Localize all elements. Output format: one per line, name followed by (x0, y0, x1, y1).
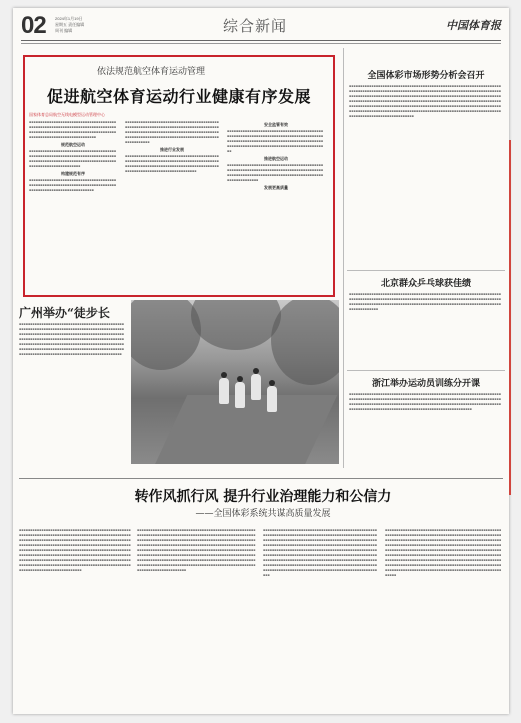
body-text-block: ▪▪▪▪▪▪▪▪▪▪▪▪▪▪▪▪▪▪▪▪▪▪▪▪▪▪▪▪▪▪▪▪▪▪▪▪▪▪▪▪▪▪▪▪▪▪▪▪▪▪▪▪▪▪▪▪▪▪▪▪▪▪▪▪▪▪▪▪▪▪▪▪▪▪▪▪▪▪▪▪▪▪▪▪▪▪▪▪▪▪▪▪▪▪▪▪▪▪▪▪▪▪▪▪▪▪▪▪▪▪▪▪▪▪▪▪▪▪▪▪▪▪▪▪▪▪▪▪▪▪▪▪▪▪▪▪▪▪▪▪▪▪▪▪▪▪▪▪▪▪▪▪▪▪▪▪▪▪▪▪▪▪▪▪▪▪▪▪▪▪▪▪▪▪▪▪▪▪▪ (125, 120, 219, 144)
column-divider (343, 48, 344, 468)
body-text-block: ▪▪▪▪▪▪▪▪▪▪▪▪▪▪▪▪▪▪▪▪▪▪▪▪▪▪▪▪▪▪▪▪▪▪▪▪▪▪▪▪▪▪▪▪▪▪▪▪▪▪▪▪▪▪▪▪▪▪▪▪▪▪▪▪▪▪▪▪▪▪▪▪▪▪▪▪▪▪▪▪▪▪▪▪▪▪▪▪▪▪▪▪▪▪▪▪▪▪▪▪▪▪▪▪▪▪▪▪▪▪▪▪▪▪▪▪▪▪▪▪▪▪▪▪▪▪▪▪▪▪▪▪▪▪▪▪▪▪▪▪▪▪▪▪▪▪▪▪▪▪▪▪▪▪▪▪▪▪▪▪▪▪▪▪▪▪▪▪▪▪▪▪▪▪▪▪▪▪▪▪▪▪▪▪▪▪▪▪▪▪▪▪▪▪▪▪▪▪▪▪▪▪▪▪▪▪▪▪▪▪▪▪▪▪▪▪▪▪▪▪▪▪▪▪▪▪▪▪▪▪▪▪▪▪▪▪▪▪▪▪▪▪▪▪▪▪▪▪▪▪▪▪▪▪▪▪▪▪▪▪▪▪▪▪▪▪▪▪▪▪▪▪▪▪▪▪▪▪▪▪▪▪▪▪▪▪▪▪▪▪▪▪▪▪▪▪▪▪▪▪▪▪▪▪▪▪▪▪▪▪▪▪▪▪▪▪▪▪▪▪▪▪▪▪▪▪▪▪ (19, 322, 125, 356)
header-rule-thin (21, 43, 501, 44)
body-text-block: ▪▪▪▪▪▪▪▪▪▪▪▪▪▪▪▪▪▪▪▪▪▪▪▪▪▪▪▪▪▪▪▪▪▪▪▪▪▪▪▪▪▪▪▪▪▪▪▪▪▪▪▪▪▪▪▪▪▪▪▪▪▪▪▪▪▪▪▪▪▪▪▪▪▪▪▪▪▪▪▪▪▪▪▪▪▪▪▪▪▪▪▪▪▪▪▪▪▪▪▪▪▪▪▪▪▪▪▪▪▪▪▪▪▪▪▪▪▪▪▪▪▪▪▪▪▪▪▪▪▪▪▪▪▪▪▪▪▪▪▪▪▪▪▪▪▪▪▪▪▪▪▪▪▪▪▪▪▪ (125, 154, 219, 173)
hiker-figure (251, 374, 261, 400)
section-subhead: 发展更高质量 (264, 185, 288, 190)
section-divider (347, 270, 505, 271)
feature-column-1 (19, 528, 131, 708)
article-column-2 (125, 120, 219, 288)
section-title: 综合新闻 (223, 17, 288, 35)
date-line: 周刊 编辑 (55, 28, 73, 33)
body-text-block: ▪▪▪▪▪▪▪▪▪▪▪▪▪▪▪▪▪▪▪▪▪▪▪▪▪▪▪▪▪▪▪▪▪▪▪▪▪▪▪▪▪▪▪▪▪▪▪▪▪▪▪▪▪▪▪▪▪▪▪▪▪▪▪▪▪▪▪▪▪▪▪▪▪▪▪▪▪▪▪▪▪▪▪▪▪▪▪▪▪▪▪▪▪▪▪▪▪▪▪▪▪▪▪▪▪▪▪▪▪▪▪▪▪▪▪▪▪▪▪▪▪▪▪▪▪▪▪▪▪▪▪▪▪▪▪▪▪▪▪▪▪▪▪ (227, 163, 324, 182)
right-article-title[interactable]: 浙江举办运动员训练分开课 (371, 379, 480, 389)
feature-column-2 (137, 528, 257, 708)
article-column-1 (29, 120, 117, 288)
feature-column-4 (385, 528, 503, 708)
hiker-figure (267, 386, 277, 412)
page-number: 02 (21, 12, 46, 39)
right-article-body (349, 392, 503, 472)
page-scroll-indicator[interactable] (509, 140, 511, 495)
right-article-title[interactable]: 北京群众乒乓球获佳绩 (380, 279, 471, 289)
section-subhead: 规范航空运动 (61, 142, 85, 147)
feature-headline[interactable]: 转作风抓行风 提升行业治理能力和公信力 (134, 489, 392, 505)
body-text-block: ▪▪▪▪▪▪▪▪▪▪▪▪▪▪▪▪▪▪▪▪▪▪▪▪▪▪▪▪▪▪▪▪▪▪▪▪▪▪▪▪▪▪▪▪▪▪▪▪▪▪▪▪▪▪▪▪▪▪▪▪▪▪▪▪▪▪▪▪▪▪▪▪▪▪▪▪▪▪▪▪▪▪▪▪▪▪▪▪▪▪▪▪▪▪▪▪▪▪▪▪▪▪▪▪▪▪▪▪▪▪▪▪▪▪▪▪▪▪▪▪▪▪▪▪▪▪▪▪▪▪▪▪▪▪▪▪▪▪▪▪▪▪▪▪▪▪▪▪▪▪▪▪▪▪▪▪▪▪▪▪▪▪▪▪▪▪▪▪▪▪▪▪▪▪▪▪▪▪▪▪▪▪▪▪▪▪▪▪▪▪▪▪▪▪▪▪▪▪▪▪▪▪▪▪▪▪▪▪▪▪▪▪▪▪▪▪▪▪▪▪▪▪▪▪▪▪▪▪▪▪▪▪▪▪▪▪▪▪▪▪▪▪▪▪▪▪▪▪▪▪▪▪▪▪▪▪▪▪▪▪▪▪▪▪▪▪▪▪▪▪▪▪▪▪▪▪▪▪▪▪▪▪▪▪▪▪▪▪▪▪▪▪▪▪▪▪▪▪▪▪▪▪▪▪▪▪▪▪▪▪▪▪▪▪▪▪▪▪▪▪▪▪▪▪▪▪▪▪▪▪▪▪▪▪▪▪▪▪▪▪▪▪▪▪▪▪▪▪▪▪▪▪▪▪▪▪▪▪▪▪▪▪▪▪▪▪▪▪▪▪▪▪▪▪▪▪▪▪▪▪▪▪▪▪▪▪▪▪▪▪▪▪▪▪▪▪▪▪▪▪▪▪▪▪▪▪▪▪▪▪▪▪▪▪▪▪▪▪▪▪▪▪▪▪▪▪▪▪▪▪▪▪▪▪▪▪▪▪▪▪▪▪▪▪▪▪ (137, 528, 256, 572)
body-text-block: ▪▪▪▪▪▪▪▪▪▪▪▪▪▪▪▪▪▪▪▪▪▪▪▪▪▪▪▪▪▪▪▪▪▪▪▪▪▪▪▪▪▪▪▪▪▪▪▪▪▪▪▪▪▪▪▪▪▪▪▪▪▪▪▪▪▪▪▪▪▪▪▪▪▪▪▪▪▪▪▪▪▪▪▪▪▪▪▪▪▪▪▪▪▪▪▪▪▪▪▪▪▪▪▪▪▪▪▪▪▪▪▪▪▪▪▪▪▪▪▪▪▪▪▪▪▪▪▪▪▪▪▪▪▪▪▪▪▪▪▪ (29, 149, 117, 168)
article-kicker: 依法规范航空体育运动管理 (97, 67, 206, 77)
right-article-body (349, 84, 503, 264)
body-text-block: ▪▪▪▪▪▪▪▪▪▪▪▪▪▪▪▪▪▪▪▪▪▪▪▪▪▪▪▪▪▪▪▪▪▪▪▪▪▪▪▪▪▪▪▪▪▪▪▪▪▪▪▪▪▪▪▪▪▪▪▪▪▪▪▪▪▪▪▪▪▪▪▪▪▪▪▪▪▪▪▪▪▪▪▪▪▪▪▪▪▪▪▪▪▪▪▪▪▪▪▪▪▪▪▪▪▪▪▪▪▪▪▪▪▪▪▪▪▪▪▪▪▪▪▪▪▪▪▪▪▪▪▪▪▪▪▪▪▪▪▪▪▪▪▪▪▪▪▪▪▪▪▪▪▪▪▪▪▪▪▪▪▪▪▪▪▪▪▪▪▪▪▪▪▪ (227, 129, 324, 153)
hiker-head (237, 376, 243, 382)
body-text-block: ▪▪▪▪▪▪▪▪▪▪▪▪▪▪▪▪▪▪▪▪▪▪▪▪▪▪▪▪▪▪▪▪▪▪▪▪▪▪▪▪▪▪▪▪▪▪▪▪▪▪▪▪▪▪▪▪▪▪▪▪▪▪▪▪▪▪▪▪▪▪▪▪▪▪▪▪▪▪▪▪▪▪▪▪▪▪▪▪▪▪▪▪▪▪▪▪▪▪▪▪▪▪▪▪▪▪▪▪▪▪▪▪▪▪▪▪▪▪▪▪▪▪▪▪▪▪▪▪▪▪▪▪▪▪▪▪▪▪▪▪▪▪▪▪▪▪▪▪▪▪▪▪▪▪▪▪▪▪▪▪▪▪▪▪▪▪▪▪▪▪▪▪▪▪▪▪▪▪▪▪▪▪▪▪▪▪▪▪▪▪▪▪▪▪▪▪▪▪▪▪▪▪▪▪▪▪▪▪▪▪▪▪▪▪▪▪▪▪▪▪▪▪▪▪▪▪▪▪▪▪▪▪▪▪▪▪▪▪▪▪▪▪▪▪▪▪▪▪▪▪▪▪▪▪▪▪▪▪▪▪▪▪▪▪▪▪▪▪▪▪▪▪▪▪▪▪▪▪▪▪▪▪▪▪▪▪▪▪▪▪▪▪▪▪▪▪▪▪▪▪▪▪▪▪▪▪▪▪▪▪▪▪▪▪▪▪▪▪▪▪▪▪▪▪▪▪▪▪▪▪▪▪▪▪▪▪▪▪▪▪▪▪▪▪▪▪▪▪▪▪▪▪▪▪▪▪▪▪▪▪▪▪▪▪▪▪▪▪▪▪▪▪▪▪▪▪▪▪▪▪▪▪▪▪▪▪▪▪▪▪▪▪▪▪▪▪▪▪▪▪▪▪▪▪▪▪▪▪▪▪▪▪▪▪▪▪▪▪▪▪▪▪▪▪▪▪▪▪▪▪▪▪▪▪▪▪▪ (349, 84, 501, 118)
right-article-title[interactable]: 全国体彩市场形势分析会召开 (367, 71, 485, 81)
section-subhead: 推进行业发展 (160, 147, 184, 152)
photo-story-body (19, 322, 125, 472)
body-text-block: ▪▪▪▪▪▪▪▪▪▪▪▪▪▪▪▪▪▪▪▪▪▪▪▪▪▪▪▪▪▪▪▪▪▪▪▪▪▪▪▪▪▪▪▪▪▪▪▪▪▪▪▪▪▪▪▪▪▪▪▪▪▪▪▪▪▪▪▪▪▪▪▪▪▪▪▪▪▪▪▪▪▪▪▪▪▪▪▪▪▪▪▪▪▪▪▪▪▪▪▪▪▪▪▪▪▪▪▪▪▪▪▪▪▪▪▪▪▪▪▪▪▪▪▪▪▪▪▪▪▪▪▪▪▪▪▪▪▪▪▪▪▪▪▪▪▪▪▪▪▪▪▪▪▪▪▪▪▪▪▪▪▪▪▪▪▪▪▪▪▪▪▪▪▪▪▪▪▪▪▪▪▪▪▪▪▪▪▪▪▪▪▪▪▪▪▪▪▪▪▪▪▪▪▪▪▪▪▪▪▪▪▪▪▪▪▪▪▪▪▪▪▪▪▪▪▪▪▪▪▪▪▪▪▪▪▪▪▪▪▪▪▪▪▪▪▪▪▪▪▪▪▪▪▪▪▪▪▪▪ (349, 392, 501, 411)
issue-date-block (55, 16, 84, 34)
feature-column-3 (263, 528, 379, 708)
tree-canopy (271, 300, 339, 385)
hiker-figure (235, 382, 245, 408)
hiker-head (253, 368, 259, 374)
article-byline: 国家体育总局航空无线电模型运动管理中心 (29, 112, 105, 117)
tree-canopy (191, 300, 281, 350)
section-subhead: 安全监管有效 (264, 122, 288, 127)
photo-story-title[interactable]: 广州举办“徒步长 (19, 306, 110, 320)
hiker-figure (219, 378, 229, 404)
article-column-3 (227, 120, 325, 288)
section-subhead: 构建规范有序 (61, 171, 85, 176)
body-text-block: ▪▪▪▪▪▪▪▪▪▪▪▪▪▪▪▪▪▪▪▪▪▪▪▪▪▪▪▪▪▪▪▪▪▪▪▪▪▪▪▪▪▪▪▪▪▪▪▪▪▪▪▪▪▪▪▪▪▪▪▪▪▪▪▪▪▪▪▪▪▪▪▪▪▪▪▪▪▪▪▪▪▪▪▪▪▪▪▪▪▪▪▪▪▪▪▪▪▪▪▪▪▪▪▪▪▪▪▪▪▪▪▪▪▪▪▪▪▪▪▪▪▪▪▪▪▪▪▪▪▪▪▪▪▪▪▪▪▪▪▪▪▪▪▪▪▪▪▪▪▪▪▪▪▪▪▪▪▪▪▪▪▪▪▪▪▪▪▪▪▪▪▪▪▪▪▪▪▪▪▪▪▪▪▪▪▪▪▪▪▪▪▪▪▪▪▪▪▪▪▪▪▪▪▪▪▪▪▪▪▪▪▪▪▪▪▪▪▪▪▪▪▪▪▪▪▪▪▪▪▪▪▪▪▪▪▪▪▪▪▪▪▪▪▪▪▪▪▪▪▪▪▪▪▪▪▪▪▪▪▪▪▪▪▪▪▪▪▪▪▪▪▪▪▪▪▪▪▪▪▪▪▪▪▪▪▪▪▪▪▪▪▪▪▪▪▪▪▪▪▪▪▪▪▪▪▪▪▪▪▪▪▪▪▪▪▪▪▪▪▪▪▪▪▪▪▪▪▪▪▪▪▪▪▪▪▪▪▪▪▪▪▪▪▪▪▪▪▪▪▪▪▪▪▪▪▪▪▪▪▪▪▪▪▪▪▪▪▪▪▪▪▪▪▪▪▪▪▪▪▪▪▪▪▪▪▪▪▪▪▪▪▪▪▪▪▪▪▪▪▪▪▪▪▪▪▪▪▪▪▪▪▪▪▪▪▪▪▪▪▪▪▪▪▪▪▪▪▪ (19, 528, 131, 572)
body-text-block: ▪▪▪▪▪▪▪▪▪▪▪▪▪▪▪▪▪▪▪▪▪▪▪▪▪▪▪▪▪▪▪▪▪▪▪▪▪▪▪▪▪▪▪▪▪▪▪▪▪▪▪▪▪▪▪▪▪▪▪▪▪▪▪▪▪▪▪▪▪▪▪▪▪▪▪▪▪▪▪▪▪▪▪▪▪▪▪▪▪▪▪▪▪▪▪▪▪▪▪▪▪▪▪▪▪▪▪▪▪▪▪▪▪▪▪▪▪▪▪▪▪▪▪▪▪▪▪▪▪▪▪▪▪▪▪▪▪▪▪▪▪▪▪▪▪▪▪▪▪▪▪▪▪▪▪▪▪▪▪▪▪▪▪▪▪▪▪▪▪▪▪▪▪▪▪▪▪▪▪▪▪▪▪▪▪▪▪▪▪▪▪▪▪▪▪▪▪▪▪▪▪▪▪▪▪▪▪▪▪▪▪▪▪▪▪▪▪▪▪▪▪▪▪▪▪▪▪▪▪▪▪▪▪▪▪▪▪▪▪▪▪▪▪▪▪▪▪▪▪▪▪▪▪▪▪▪▪▪▪▪▪▪▪▪▪▪▪▪▪▪▪▪▪▪▪▪▪▪▪▪▪▪▪▪▪▪▪▪▪▪▪▪▪▪▪▪▪▪▪▪▪▪▪▪▪▪▪▪▪▪▪▪▪▪▪▪▪▪▪▪▪▪▪▪▪▪▪▪▪▪▪▪▪▪▪▪▪▪▪▪▪▪▪▪▪▪▪▪▪▪▪▪▪▪▪▪▪▪▪▪▪▪▪▪▪▪▪▪▪▪▪▪▪▪▪▪▪▪▪▪▪▪▪▪▪▪▪▪▪▪▪▪▪▪▪▪▪▪▪▪▪▪▪▪▪▪▪▪▪▪▪▪▪▪▪▪▪▪▪▪▪▪▪▪▪▪▪▪▪▪▪▪▪▪▪▪▪▪▪▪▪▪▪▪▪▪▪▪▪▪▪▪▪▪▪▪▪▪▪▪▪▪ (263, 528, 377, 577)
feature-divider (19, 478, 503, 479)
hiking-photo (131, 300, 339, 464)
masthead-logo: 中国体育报 (446, 19, 501, 32)
date-line: 2024年1月19日 (55, 16, 83, 21)
body-text-block: ▪▪▪▪▪▪▪▪▪▪▪▪▪▪▪▪▪▪▪▪▪▪▪▪▪▪▪▪▪▪▪▪▪▪▪▪▪▪▪▪▪▪▪▪▪▪▪▪▪▪▪▪▪▪▪▪▪▪▪▪▪▪▪▪▪▪▪▪▪▪▪▪▪▪▪▪▪▪▪▪▪▪▪▪▪▪▪▪▪▪▪▪▪▪▪▪▪▪▪▪▪▪▪▪▪▪▪ (29, 178, 117, 192)
article-headline[interactable]: 促进航空体育运动行业健康有序发展 (46, 87, 311, 106)
header-rule (21, 40, 501, 41)
newspaper-page (13, 8, 509, 714)
right-article-body (349, 292, 503, 364)
hiker-head (221, 372, 227, 378)
date-line: 星期五 责任编辑 (55, 22, 85, 27)
section-subhead: 推进航空运动 (264, 156, 288, 161)
section-divider (347, 370, 505, 371)
body-text-block: ▪▪▪▪▪▪▪▪▪▪▪▪▪▪▪▪▪▪▪▪▪▪▪▪▪▪▪▪▪▪▪▪▪▪▪▪▪▪▪▪▪▪▪▪▪▪▪▪▪▪▪▪▪▪▪▪▪▪▪▪▪▪▪▪▪▪▪▪▪▪▪▪▪▪▪▪▪▪▪▪▪▪▪▪▪▪▪▪▪▪▪▪▪▪▪▪▪▪▪▪▪▪▪▪▪▪▪▪▪▪▪▪▪▪▪▪▪▪▪▪▪▪▪▪▪▪▪▪▪▪▪▪▪▪▪▪▪▪▪▪▪▪▪▪▪▪▪▪▪▪▪▪▪▪▪▪▪▪▪▪▪▪▪▪▪▪▪▪▪▪▪▪▪▪▪▪▪▪▪▪▪▪▪▪▪▪▪▪▪▪▪▪▪▪▪▪▪▪▪▪▪▪▪▪▪▪▪▪▪▪▪▪▪▪▪▪▪▪▪▪▪▪▪▪▪▪▪▪▪▪▪▪▪▪▪▪▪▪▪▪▪▪▪▪▪▪▪▪▪▪▪▪▪▪▪▪▪▪▪▪▪▪▪▪▪▪▪▪▪▪▪▪▪▪▪▪▪▪▪▪▪▪▪▪▪▪▪▪▪▪▪▪▪▪▪▪▪▪▪▪▪▪▪▪▪▪▪▪▪▪▪▪▪▪▪▪▪▪▪▪▪▪▪▪▪▪▪▪▪▪▪▪▪▪▪▪▪▪▪▪▪▪▪▪▪▪▪▪▪▪▪▪▪▪▪▪▪▪▪▪▪▪▪▪▪▪▪▪▪▪▪▪▪▪▪▪▪▪▪▪▪▪▪▪▪▪▪▪▪▪▪▪▪▪▪▪▪▪▪▪▪▪▪▪▪▪▪▪▪▪▪▪▪▪▪▪▪▪▪▪▪▪▪▪▪▪▪▪▪▪▪▪▪▪▪▪▪▪▪▪▪▪▪▪▪▪▪▪▪▪▪▪▪▪▪▪▪▪▪▪▪▪▪▪▪▪▪▪▪▪▪▪▪ (385, 528, 502, 577)
feature-subtitle: ——全国体彩系统共谋高质量发展 (195, 509, 331, 519)
body-text-block: ▪▪▪▪▪▪▪▪▪▪▪▪▪▪▪▪▪▪▪▪▪▪▪▪▪▪▪▪▪▪▪▪▪▪▪▪▪▪▪▪▪▪▪▪▪▪▪▪▪▪▪▪▪▪▪▪▪▪▪▪▪▪▪▪▪▪▪▪▪▪▪▪▪▪▪▪▪▪▪▪▪▪▪▪▪▪▪▪▪▪▪▪▪▪▪▪▪▪▪▪▪▪▪▪▪▪▪▪▪▪▪▪▪▪▪▪▪▪▪▪▪▪▪▪▪▪▪▪▪▪▪▪▪▪▪▪▪▪▪▪▪▪▪▪▪▪▪▪▪▪▪▪▪▪▪▪▪▪▪▪▪▪▪▪▪▪▪▪▪▪▪▪▪▪▪▪▪▪▪▪▪▪▪▪▪▪▪▪▪▪▪▪▪▪▪▪▪▪▪▪▪▪▪▪▪▪▪▪▪▪▪▪▪▪▪▪▪ (349, 292, 501, 311)
hiker-head (269, 380, 275, 386)
wooden-bridge (155, 395, 338, 464)
body-text-block: ▪▪▪▪▪▪▪▪▪▪▪▪▪▪▪▪▪▪▪▪▪▪▪▪▪▪▪▪▪▪▪▪▪▪▪▪▪▪▪▪▪▪▪▪▪▪▪▪▪▪▪▪▪▪▪▪▪▪▪▪▪▪▪▪▪▪▪▪▪▪▪▪▪▪▪▪▪▪▪▪▪▪▪▪▪▪▪▪▪▪▪▪▪▪▪▪▪▪▪▪▪▪▪▪▪▪▪▪▪▪▪▪▪▪▪▪▪▪▪▪▪▪▪▪▪▪▪▪▪▪▪▪▪▪▪▪▪▪▪▪▪▪▪▪▪▪▪ (29, 120, 117, 139)
